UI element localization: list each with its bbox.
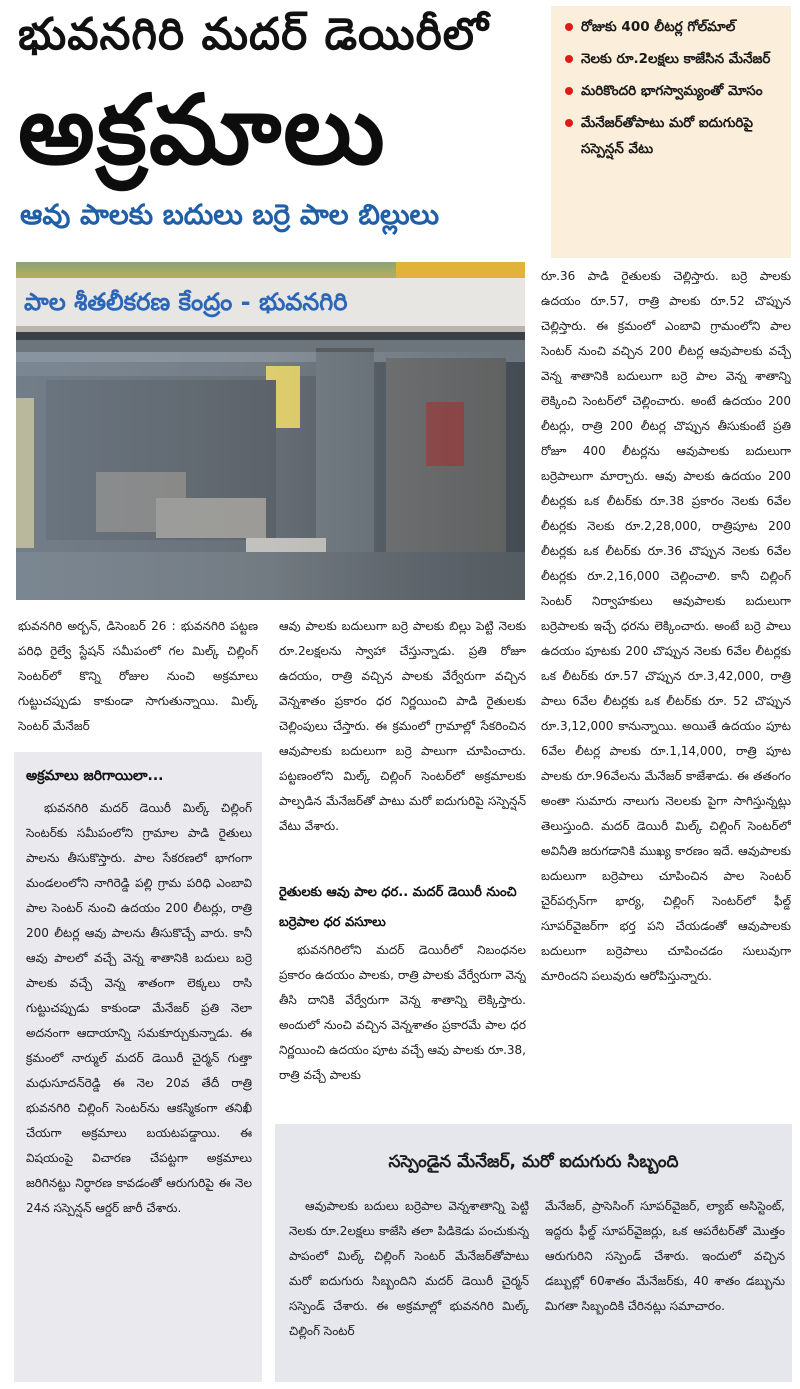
suspension-box-text-1: ఆవుపాలకు బదులు బర్రెపాల వెన్నశాతాన్ని పెట్టి నెలకు రూ.2లక్షలు కాజేసి తలా పిడికెడు పంచుకున్న పాపంలో మిల్క్ చిల్లింగ్ సెంటర్ మేనేజర్‌తోపాటు మరో ఐదుగురు సిబ్బందిని మదర్ డెయిరీ చైర్మన్ సస్పెండ్ చేశారు. ఈ అక్రమాల్లో భువనగిరి మిల్క్ చిల్లింగ్ సెంటర్ (289, 1199, 529, 1338)
suspension-box-heading: సస్పెండైన మేనేజర్, మరో ఐదుగురు సిబ్బంది (388, 1152, 679, 1172)
bullet-icon (565, 23, 573, 31)
story-column-2b: భువనగిరిలోని మదర్ డెయిరీలో నిబంధనల ప్రకారం ఉదయం పాలకు, రాత్రి పాలకు వేర్వేరుగా వెన్న తీసి దానికి వేర్వేరుగా వెన్న శాతాన్ని లెక్కిస్తారు. అందులో నుంచి వచ్చిన వెన్నశాతం ప్రకారమే పాల ధర నిర్ణయించి ఉదయం పూట వచ్చే ఆవు పాలకు రూ.38, రాత్రి వచ్చే పాలకు (279, 943, 526, 1082)
suspension-box-text-2: మేనేజర్, ప్రాసెసింగ్ సూపర్‌వైజర్, ల్యాబ్ అసిస్టెంట్, ఇద్దరు ఫీల్డ్ సూపర్‌వైజర్లు, ఒక ఆపరేటర్‌తో మొత్తం ఆరుగురిని సస్పెండ్ చేశారు. ఇందులో వచ్చిన డబ్బుల్లో 60శాతం మేనేజర్‌కు, 40 శాతం డబ్బును మిగతా సిబ్బందికి చేరినట్లు సమాచారం. (545, 1199, 785, 1313)
sidebar-box-text: భువనగిరి మదర్ డెయిరీ మిల్క్ చిల్లింగ్ సెంటర్‌కు సమీపంలోని గ్రామాల పాడి రైతులు పాలను తీసుకొస్తారు. పాల సేకరణలో భాగంగా మండలంలోని నాగిరెడ్డి పల్లి గ్రామ పరిధి ఎంబావి పాల సెంటర్ నుంచి ఉదయం 200 లీటర్లు, రాత్రి 200 లీటర్ల ఆవు పాలను తీసుకొచ్చే వారు. కానీ ఆవు పాలలో వచ్చే వెన్న శాతానికి బదులు బర్రె పాలకు వచ్చే వెన్న శాతంగా లెక్కలు రాసి గుట్టుచప్పుడు కాకుండా మేనేజర్ ప్రతి నెలా అదనంగా ఆదాయాన్ని సమకూర్చుకున్నాడు. ఈ క్రమంలో నార్ముల్ మదర్ డెయిరీ చైర్మన్ గుత్తా మధుసూదన్‌రెడ్డి ఈ నెల 20వ తేదీ రాత్రి భువనగిరి చిల్లింగ్ సెంటర్‌ను ఆకస్మికంగా తనిఖీ చేయగా అక్రమాలు బయటపడ్డాయి. ఈ విషయంపై విచారణ చేపట్టగా అక్రమాలు జరిగినట్టు నిర్ధారణ కావడంతో ఆరుగురిపై ఈ నెల 24న సస్పెన్షన్ ఆర్డర్ జారీ చేశారు. (26, 801, 252, 1215)
story-column-2: ఆవు పాలకు బదులుగా బర్రె పాలకు బిల్లు పెట్టి నెలకు రూ.2లక్షలను స్వాహా చేస్తున్నాడు. ప్రతి రోజూ ఉదయం, రాత్రి వచ్చిన పాలకు వేర్వేరుగా వచ్చిన వెన్నశాతం ప్రకారం ధర నిర్ణయించి పాడి రైతులకు చెల్లింపులు చేస్తారు. ఈ క్రమంలో గ్రామాల్లో సేకరించిన ఆవుపాలకు బదులుగా బర్రె పాలుగా చూపించారు. పట్టణంలోని మిల్క్ చిల్లింగ్ సెంటర్‌లో అక్రమాలకు పాల్పడిన మేనేజర్‌తో పాటు మరో ఐదుగురిపై సస్పెన్షన్ వేటు వేశారు. (279, 619, 526, 833)
bullet-icon (565, 55, 573, 63)
story-lead: భువనగిరి అర్బన్, డిసెంబర్ 26 : భువనగిరి పట్టణ పరిధి రైల్వే స్టేషన్ సమీపంలో గల మిల్క్ చిల్లింగ్ సెంటర్‌లో కొన్ని రోజుల నుంచి అక్రమాలు గుట్టుచప్పుడు కాకుండా సాగుతున్నాయి. మిల్క్ సెంటర్ మేనేజర్ (18, 619, 258, 733)
bullet-icon (565, 87, 573, 95)
headline-deck: ఆవు పాలకు బదులు బర్రె పాల బిల్లులు (20, 198, 440, 231)
highlight-item: రోజుకు 400 లీటర్ల గోల్‌మాల్ (565, 14, 783, 40)
headline-kicker: భువనగిరి మదర్ డెయిరీలో (18, 9, 489, 60)
highlight-item: మరికొందరి భాగస్వామ్యంతో మోసం (565, 78, 783, 104)
highlights-box (551, 6, 791, 258)
highlight-item: మేనేజర్‌తోపాటు మరో ఐదుగురిపై సస్పెన్షన్ వేటు (565, 110, 783, 162)
story-subheading: రైతులకు ఆవు పాల ధర.. మదర్ డెయిరీ నుంచి బర్రెపాల ధర వసూలు (279, 885, 517, 930)
headline-main: అక్రమాలు (18, 74, 387, 186)
signboard-text: పాల శీతలీకరణ కేంద్రం - భువనగిరి (24, 288, 348, 316)
bullet-icon (565, 119, 573, 127)
chilling-center-photo (16, 262, 525, 600)
sidebar-box-heading: అక్రమాలు జరిగాయిలా... (26, 768, 164, 784)
highlight-item: నెలకు రూ.2లక్షలు కాజేసిన మేనేజర్ (565, 46, 783, 72)
story-column-3: రూ.36 పాడి రైతులకు చెల్లిస్తారు. బర్రె పాలకు ఉదయం రూ.57, రాత్రి పాలకు రూ.52 చొప్పున చెల్లిస్తారు. ఈ క్రమంలో ఎంబావి గ్రామంలోని పాల సెంటర్ నుంచి వచ్చిన 200 లీటర్ల ఆవుపాలకు వచ్చే వెన్న శాతానికి బదులుగా బర్రె పాల వెన్న శాతాన్ని లెక్కించి సెంటర్‌లో చెల్లించారు. అంటే ఉదయం 200 లీటర్లు, రాత్రి 200 లీటర్ల చొప్పున తీసుకుంటే ప్రతి రోజూ 400 లీటర్లను ఆవుపాలకు బదులుగా బర్రెపాలుగా మార్చారు. ఆవు పాలకు ఉదయం 200 లీటర్లకు ఒక లీటర్‌కు రూ.38 ప్రకారం నెలకు 6వేల లీటర్లకు నెలకు రూ.2,28,000, రాత్రిపూట 200 లీటర్లకు ఒక లీటర్‌కు రూ.36 చొప్పున నెలకు 6వేల లీటర్లకు రూ.2,16,000 చెల్లించాలి. కానీ చిల్లింగ్ సెంటర్ నిర్వాహకులు ఆవుపాలకు బదులుగా బర్రెపాలకు ఇచ్చే ధరను లెక్కించారు. అంటే బర్రె పాలు ఉదయం పూటకు 200 చొప్పున నెలకు 6వేల లీటర్లకు ఒక లీటర్‌కు రూ.57 చొప్పున రూ.3,42,000, రాత్రి పాలు 6వేల లీటర్లకు ఒక లీటర్‌కు రూ. 52 చొప్పున రూ.3,12,000 కానున్నాయి. అయితే ఉదయం పూట 6వేల లీటర్ల పాలకు రూ.1,14,000, రాత్రి పూట పాలకు రూ.96వేలను మేనేజర్ కాజేశాడు. ఈ తతంగం అంతా సుమారు నాలుగు నెలలకు పైగా సాగిస్తున్నట్లు తెలుస్తుంది. మదర్ డెయిరీ మిల్క్ చిల్లింగ్ సెంటర్‌లో అవినీతి జరుగడానికి ముఖ్య కారణం ఇదే. ఆవుపాలకు బదులుగా బర్రెపాలు చూపించిన పాల సెంటర్ చైర్‌పర్సన్‌గా భార్య, చిల్లింగ్ సెంటర్‌లో ఫీల్డ్ సూపర్‌వైజర్‌గా భర్త పని చేయడంతో ఆవుపాలకు బదులుగా బర్రెపాలు చూపించడం సులువుగా మారిందని పలువురు ఆరోపిస్తున్నారు. (541, 269, 791, 983)
sidebar-box (14, 752, 262, 1382)
